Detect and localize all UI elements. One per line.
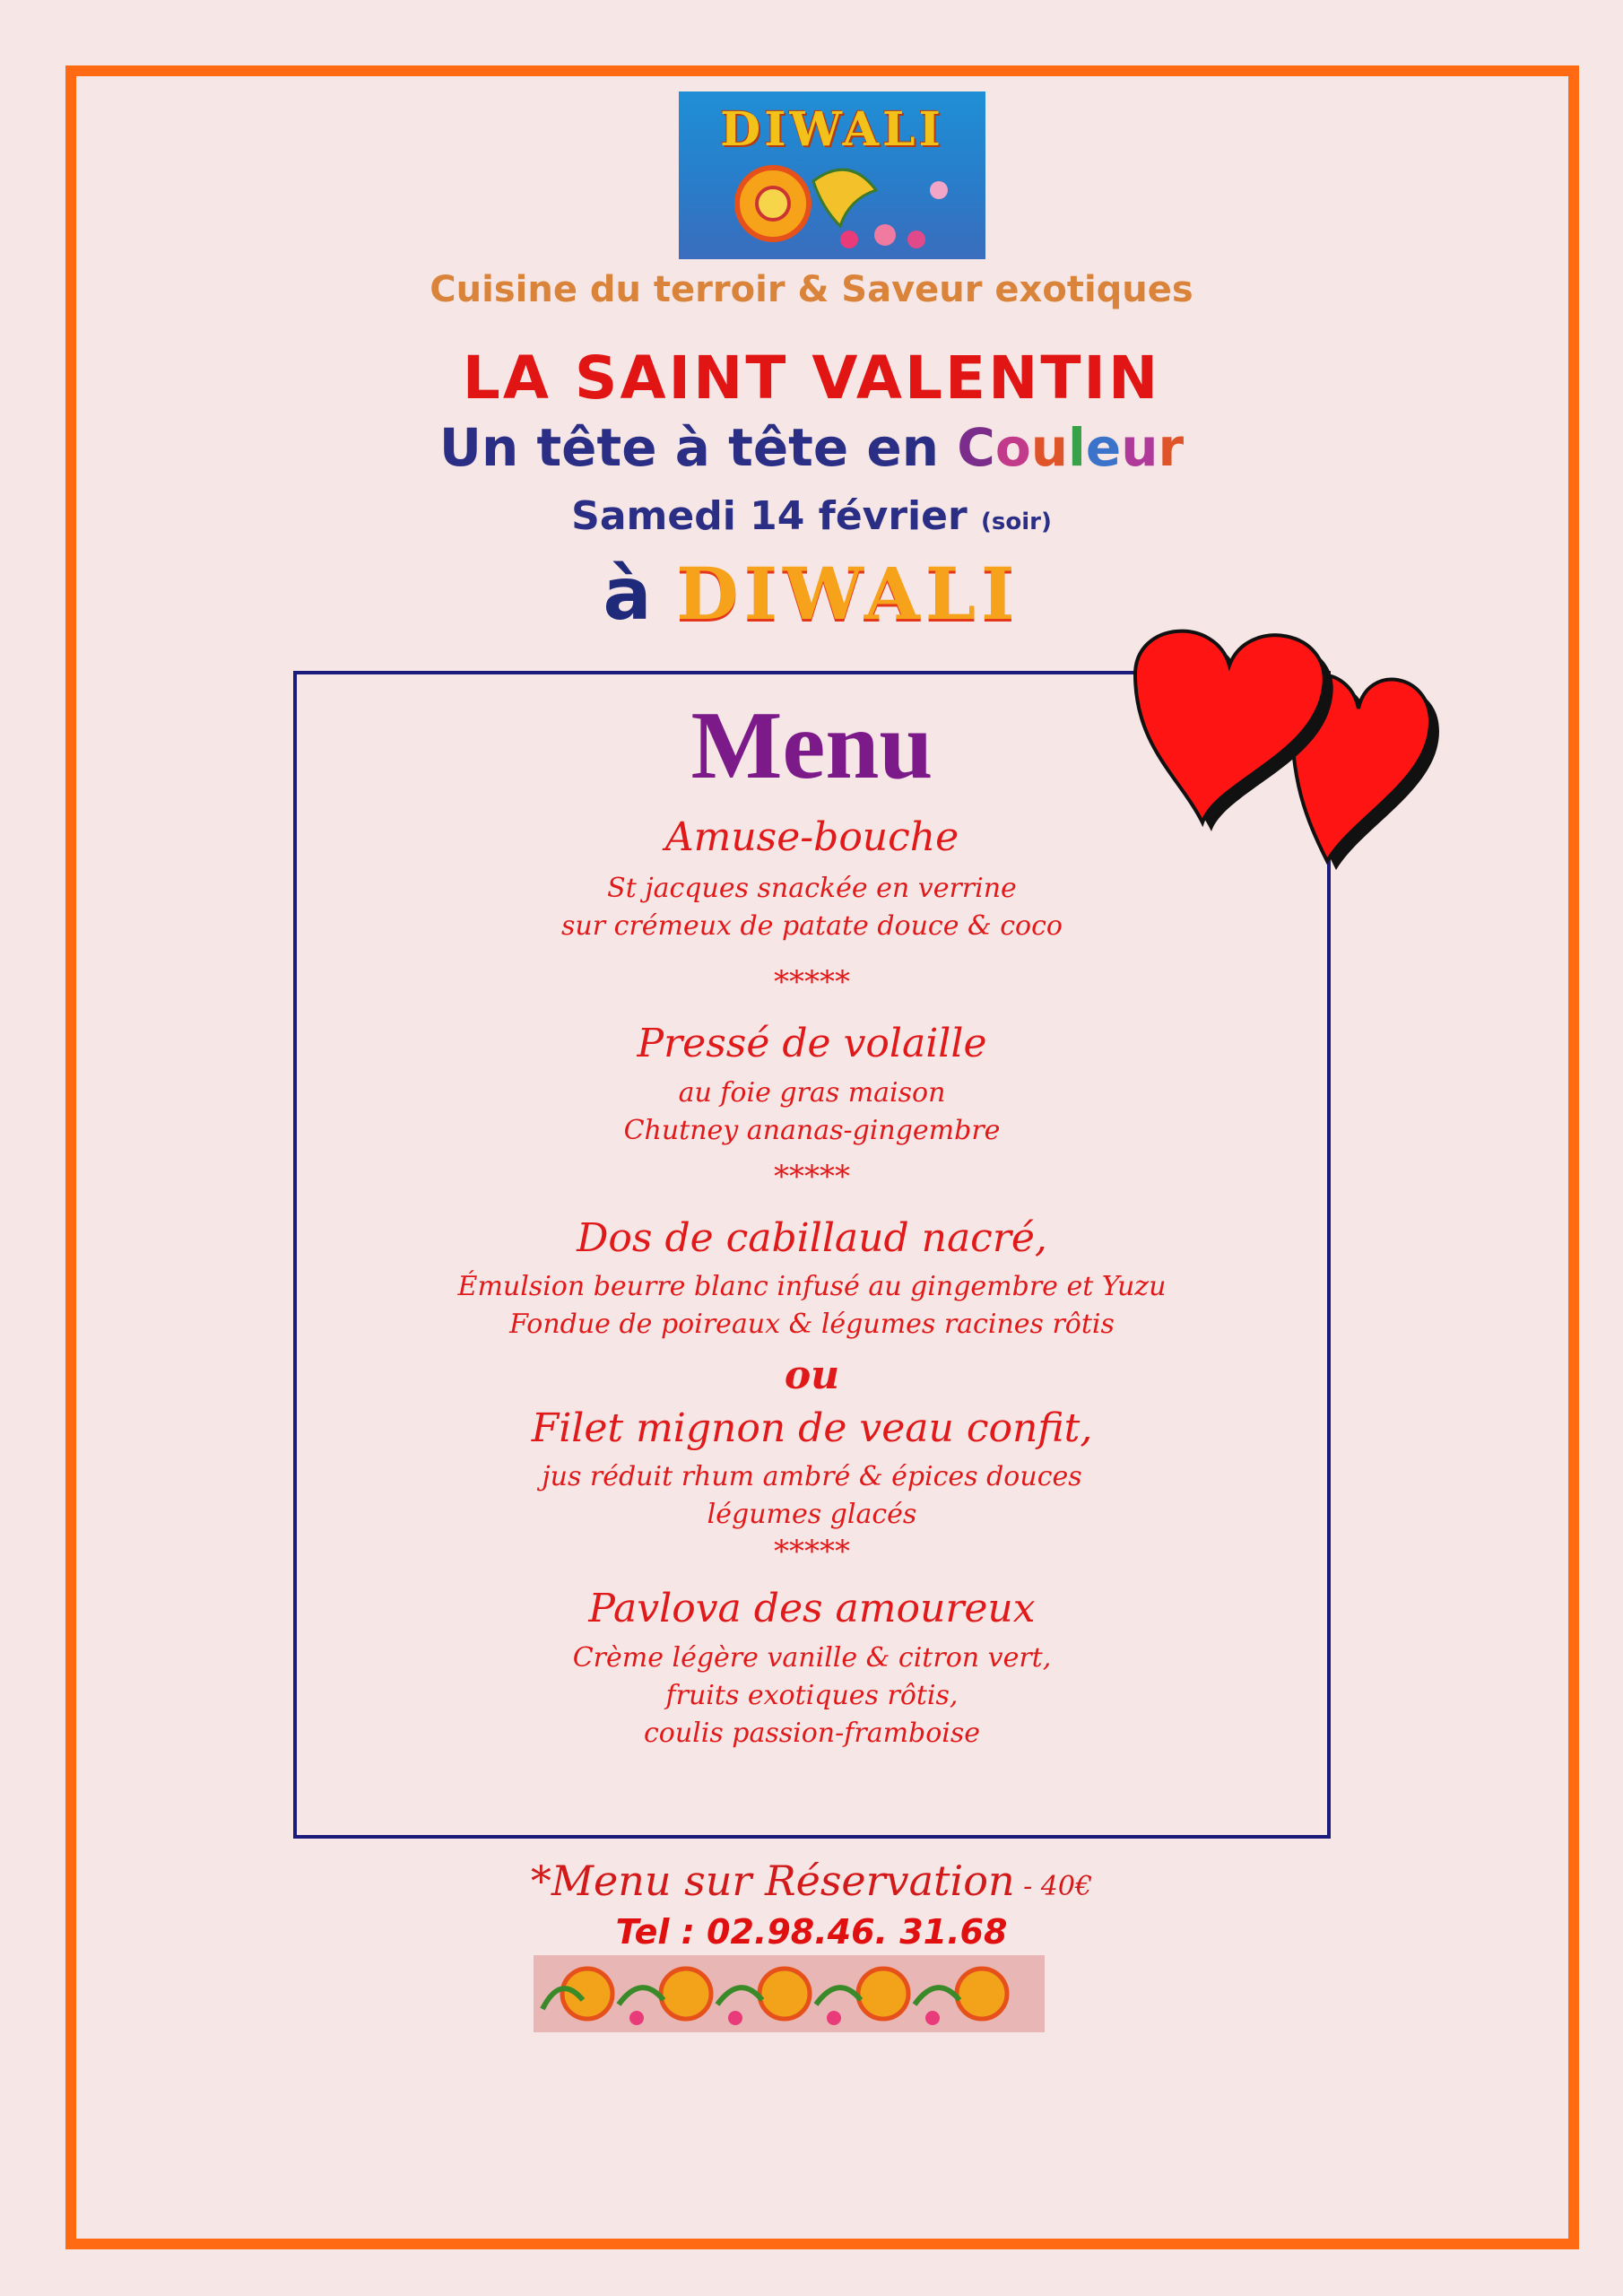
separator-2: ***** [774, 1159, 850, 1195]
date-note: (soir) [981, 509, 1052, 535]
venue-prefix: à [603, 552, 652, 636]
or-label: ou [784, 1352, 840, 1398]
separator-3: ***** [774, 1534, 850, 1570]
logo-flower-ornament [679, 154, 985, 259]
logo-text: DIWALI [720, 102, 944, 157]
dessert-title: Pavlova des amoureux [588, 1586, 1036, 1631]
subtitle-letter: l [1067, 417, 1086, 478]
reservation-text: *Menu sur Réservation [530, 1857, 1015, 1905]
flower-strip-ornament [534, 1955, 1045, 2032]
starter-line-2: Chutney ananas-gingembre [623, 1115, 1001, 1146]
decorative-flower-strip [534, 1955, 1045, 2032]
dessert-line-2: fruits exotiques rôtis, [665, 1680, 959, 1711]
dessert-line-1: Crème légère vanille & citron vert, [572, 1642, 1052, 1674]
main-course-1-title: Dos de cabillaud nacré, [577, 1215, 1047, 1261]
menu-title: Menu [690, 692, 933, 799]
subtitle-letter: u [1030, 417, 1068, 478]
event-date [0, 493, 1623, 539]
phone-number: Tel : 02.98.46. 31.68 [615, 1912, 1008, 1952]
menu-price: - 40€ [1014, 1871, 1093, 1902]
subtitle-letter: r [1158, 417, 1185, 478]
dessert-line-3: coulis passion-framboise [643, 1718, 981, 1749]
venue-name: DIWALI [676, 552, 1020, 636]
main-course-2-line-1: jus réduit rhum ambré & épices douces [542, 1461, 1082, 1492]
amuse-bouche-title: Amuse-bouche [664, 814, 959, 860]
main-course-1-line-2: Fondue de poireaux & légumes racines rôtis [509, 1309, 1115, 1340]
main-course-2-title: Filet mignon de veau confit, [531, 1405, 1093, 1451]
separator-1: ***** [774, 964, 850, 1000]
restaurant-tagline: Cuisine du terroir & Saveur exotiques [430, 269, 1193, 310]
main-course-2-line-2: légumes glacés [707, 1499, 917, 1530]
date-main: Samedi 14 février [571, 493, 968, 539]
reservation-note [0, 1857, 1623, 1905]
event-subtitle [0, 417, 1623, 478]
event-title: LA SAINT VALENTIN [462, 344, 1161, 413]
diwali-logo [679, 91, 985, 259]
starter-title: Pressé de volaille [637, 1021, 987, 1066]
subtitle-letter: o [994, 417, 1031, 478]
subtitle-letter: e [1085, 417, 1122, 478]
subtitle-letter: u [1121, 417, 1159, 478]
main-course-1-line-1: Émulsion beurre blanc infusé au gingembre et Yuzu [457, 1271, 1167, 1302]
subtitle-letter: C [957, 417, 995, 478]
amuse-bouche-line-2: sur crémeux de patate douce & coco [561, 910, 1063, 942]
subtitle-text: Un tête à tête en [438, 417, 958, 478]
amuse-bouche-line-1: St jacques snackée en verrine [607, 873, 1017, 904]
starter-line-1: au foie gras maison [678, 1077, 946, 1109]
